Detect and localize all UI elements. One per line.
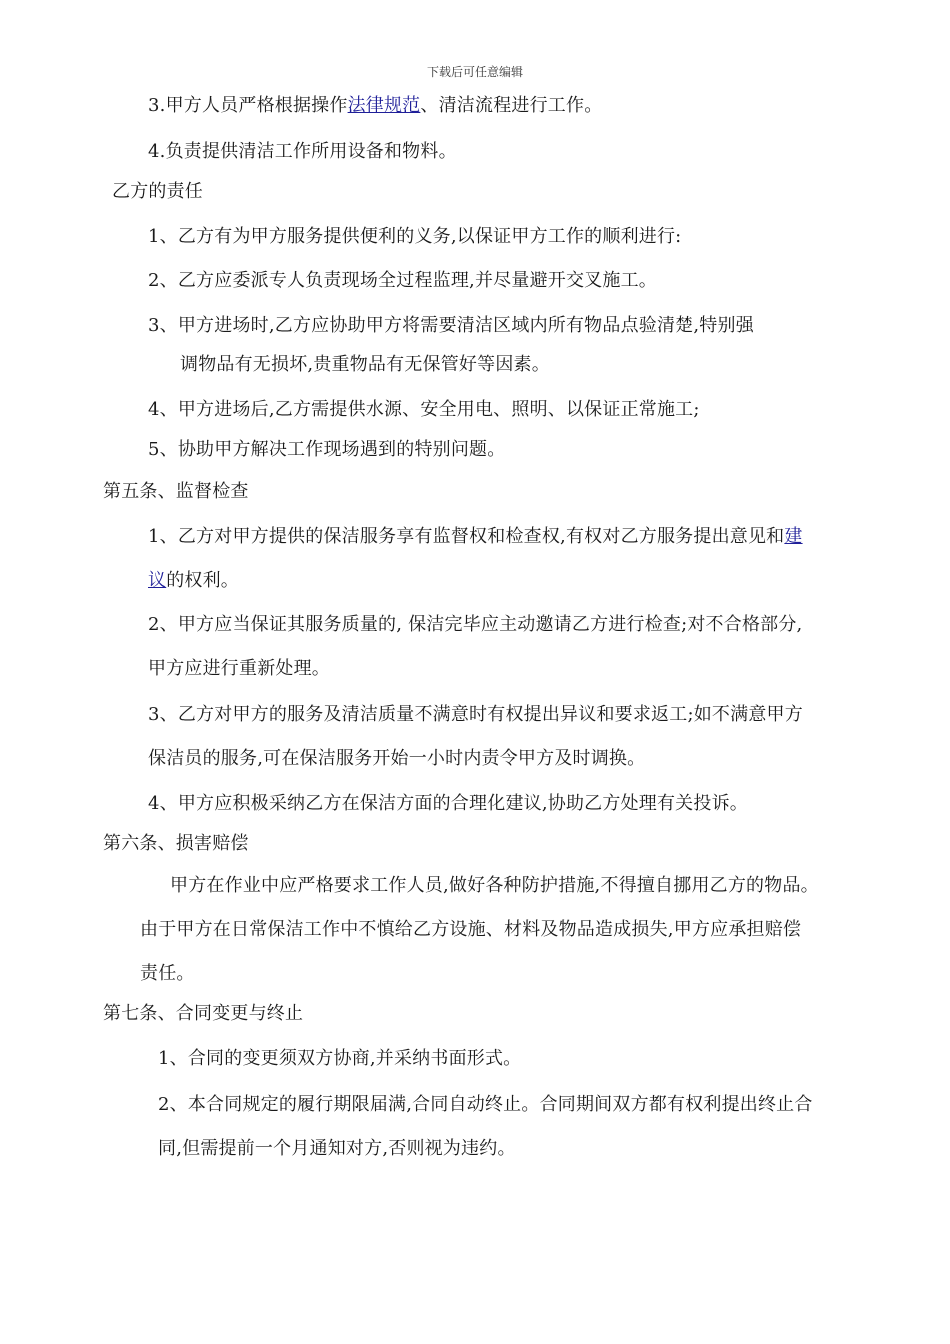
clause-a-item-4: 4.负责提供清洁工作所用设备和物料。 bbox=[148, 141, 457, 162]
article-6-paragraph-line-3: 责任。 bbox=[140, 963, 195, 984]
party-b-item-3-cont: 调物品有无损坏,贵重物品有无保管好等因素。 bbox=[180, 354, 550, 375]
party-b-item-2: 2、乙方应委派专人负责现场全过程监理,并尽量避开交叉施工。 bbox=[148, 270, 657, 291]
article-7-item-1: 1、合同的变更须双方协商,并采纳书面形式。 bbox=[158, 1048, 522, 1069]
article-7-item-2: 2、本合同规定的履行期限届满,合同自动终止。合同期间双方都有权利提出终止合 bbox=[158, 1094, 813, 1115]
party-b-item-4: 4、甲方进场后,乙方需提供水源、安全用电、照明、以保证正常施工; bbox=[148, 399, 700, 420]
clause-a-item-3-text: 3.甲方人员严格根据操作 bbox=[148, 95, 348, 116]
suggestion-link-part-2[interactable]: 议 bbox=[148, 570, 167, 591]
legal-norms-link[interactable]: 法律规范 bbox=[347, 95, 421, 116]
article-7-item-2-cont: 同,但需提前一个月通知对方,否则视为违约。 bbox=[158, 1138, 516, 1159]
article-6-paragraph-line-1: 甲方在作业中应严格要求工作人员,做好各种防护措施,不得擅自挪用乙方的物品。 bbox=[170, 875, 819, 896]
party-b-item-3: 3、甲方进场时,乙方应协助甲方将需要清洁区域内所有物品点验清楚,特别强 bbox=[148, 315, 754, 336]
clause-a-item-3 bbox=[148, 94, 602, 118]
article-7-heading: 第七条、合同变更与终止 bbox=[103, 1003, 304, 1024]
party-b-heading: 乙方的责任 bbox=[112, 181, 203, 202]
suggestion-link-part-1[interactable]: 建 bbox=[784, 526, 803, 547]
article-6-paragraph-line-2: 由于甲方在日常保洁工作中不慎给乙方设施、材料及物品造成损失,甲方应承担赔偿 bbox=[140, 919, 802, 940]
article-5-item-3-cont: 保洁员的服务,可在保洁服务开始一小时内责令甲方及时调换。 bbox=[148, 748, 646, 769]
article-6-heading: 第六条、损害赔偿 bbox=[103, 833, 249, 854]
article-5-item-2-cont: 甲方应进行重新处理。 bbox=[148, 658, 330, 679]
clause-a-item-3-tail: 、清洁流程进行工作。 bbox=[420, 95, 603, 116]
article-5-item-2: 2、甲方应当保证其服务质量的, 保洁完毕应主动邀请乙方进行检查;对不合格部分, bbox=[148, 614, 803, 635]
article-5-item-1-tail: 的权利。 bbox=[166, 570, 240, 591]
article-5-item-1 bbox=[148, 525, 803, 549]
article-5-heading: 第五条、监督检查 bbox=[103, 481, 249, 502]
article-5-item-4: 4、甲方应积极采纳乙方在保洁方面的合理化建议,协助乙方处理有关投诉。 bbox=[148, 793, 748, 814]
article-5-item-3: 3、乙方对甲方的服务及清洁质量不满意时有权提出异议和要求返工;如不满意甲方 bbox=[148, 704, 803, 725]
article-5-item-1-cont bbox=[148, 569, 239, 593]
party-b-item-1: 1、乙方有为甲方服务提供便利的义务,以保证甲方工作的顺利进行: bbox=[148, 226, 682, 247]
article-5-item-1-text: 1、乙方对甲方提供的保洁服务享有监督权和检查权,有权对乙方服务提出意见和 bbox=[148, 526, 785, 547]
party-b-item-5: 5、协助甲方解决工作现场遇到的特别问题。 bbox=[148, 439, 506, 460]
page-header: 下载后可任意编辑 bbox=[426, 65, 523, 79]
